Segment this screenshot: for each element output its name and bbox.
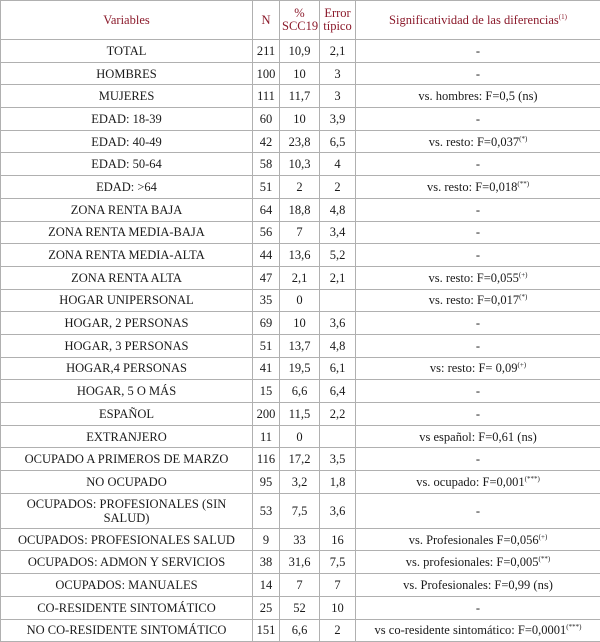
signif-text: vs. profesionales: F=0,005 — [406, 555, 539, 569]
error-cell: 3,9 — [320, 108, 356, 131]
signif-cell — [356, 574, 600, 597]
signif-text: - — [476, 67, 480, 81]
n-cell: 25 — [253, 596, 280, 619]
pct-cell: 10,3 — [280, 153, 320, 176]
n-cell: 14 — [253, 574, 280, 597]
n-cell: 58 — [253, 153, 280, 176]
signif-cell — [356, 221, 600, 244]
error-cell: 3,6 — [320, 493, 356, 528]
table-row — [1, 448, 600, 471]
n-cell: 60 — [253, 108, 280, 131]
table-row — [1, 85, 600, 108]
signif-cell — [356, 425, 600, 448]
table-row — [1, 528, 600, 551]
variable-cell: HOGAR, 2 PERSONAS — [1, 312, 253, 335]
signif-text: - — [476, 384, 480, 398]
table-row — [1, 221, 600, 244]
signif-text: vs. resto: F=0,017 — [429, 293, 519, 307]
error-cell: 3,4 — [320, 221, 356, 244]
variable-cell: HOGAR UNIPERSONAL — [1, 289, 253, 312]
pct-cell: 11,7 — [280, 85, 320, 108]
signif-text: vs. ocupado: F=0,001 — [416, 475, 524, 489]
n-cell: 111 — [253, 85, 280, 108]
table-row — [1, 62, 600, 85]
n-cell: 38 — [253, 551, 280, 574]
pct-cell: 23,8 — [280, 130, 320, 153]
table-row — [1, 108, 600, 131]
variable-cell: OCUPADOS: ADMON Y SERVICIOS — [1, 551, 253, 574]
error-cell: 2,1 — [320, 40, 356, 63]
error-cell: 4,8 — [320, 334, 356, 357]
signif-marker: (*) — [519, 293, 527, 301]
n-cell: 9 — [253, 528, 280, 551]
pct-cell: 10 — [280, 62, 320, 85]
signif-text: - — [476, 316, 480, 330]
pct-cell: 18,8 — [280, 198, 320, 221]
variable-cell: TOTAL — [1, 40, 253, 63]
pct-cell: 17,2 — [280, 448, 320, 471]
signif-text: vs. hombres: F=0,5 (ns) — [418, 89, 537, 103]
variable-cell: CO-RESIDENTE SINTOMÁTICO — [1, 596, 253, 619]
signif-marker: (**) — [539, 555, 551, 563]
error-cell: 16 — [320, 528, 356, 551]
n-cell: 69 — [253, 312, 280, 335]
error-cell — [320, 425, 356, 448]
pct-cell: 6,6 — [280, 619, 320, 642]
error-cell: 6,5 — [320, 130, 356, 153]
table-row — [1, 176, 600, 199]
variable-cell: ZONA RENTA ALTA — [1, 266, 253, 289]
error-cell: 2,1 — [320, 266, 356, 289]
pct-cell: 2 — [280, 176, 320, 199]
signif-cell — [356, 448, 600, 471]
variable-cell: OCUPADO A PRIMEROS DE MARZO — [1, 448, 253, 471]
variable-cell: OCUPADOS: PROFESIONALES SALUD — [1, 528, 253, 551]
error-cell: 6,4 — [320, 380, 356, 403]
n-cell: 53 — [253, 493, 280, 528]
table-row — [1, 380, 600, 403]
pct-cell: 19,5 — [280, 357, 320, 380]
pct-cell: 13,6 — [280, 244, 320, 267]
error-cell: 2 — [320, 619, 356, 642]
variable-cell: NO CO-RESIDENTE SINTOMÁTICO — [1, 619, 253, 642]
header-variables: Variables — [1, 1, 253, 40]
signif-cell — [356, 40, 600, 63]
n-cell: 211 — [253, 40, 280, 63]
signif-cell — [356, 176, 600, 199]
error-cell: 10 — [320, 596, 356, 619]
table-row — [1, 551, 600, 574]
error-cell: 5,2 — [320, 244, 356, 267]
signif-cell — [356, 334, 600, 357]
signif-cell — [356, 244, 600, 267]
variable-cell: EDAD: >64 — [1, 176, 253, 199]
n-cell: 56 — [253, 221, 280, 244]
variable-cell: OCUPADOS: MANUALES — [1, 574, 253, 597]
variable-cell: HOGAR, 5 O MÁS — [1, 380, 253, 403]
pct-cell: 31,6 — [280, 551, 320, 574]
signif-marker: (+) — [518, 361, 527, 369]
error-cell: 4,8 — [320, 198, 356, 221]
signif-cell — [356, 85, 600, 108]
signif-text: - — [476, 452, 480, 466]
error-cell: 7 — [320, 574, 356, 597]
error-cell: 3 — [320, 85, 356, 108]
table-row — [1, 312, 600, 335]
variable-cell: ZONA RENTA MEDIA-ALTA — [1, 244, 253, 267]
table-row — [1, 244, 600, 267]
error-cell: 3,6 — [320, 312, 356, 335]
table-row — [1, 40, 600, 63]
variable-cell: HOGAR, 3 PERSONAS — [1, 334, 253, 357]
pct-cell: 13,7 — [280, 334, 320, 357]
n-cell: 44 — [253, 244, 280, 267]
table-row — [1, 471, 600, 494]
error-cell — [320, 289, 356, 312]
variable-cell: EDAD: 50-64 — [1, 153, 253, 176]
table-row — [1, 334, 600, 357]
pct-cell: 7 — [280, 221, 320, 244]
variable-cell: EDAD: 40-49 — [1, 130, 253, 153]
pct-cell: 6,6 — [280, 380, 320, 403]
signif-text: vs. resto: F=0,018 — [427, 180, 517, 194]
signif-marker: (**) — [517, 180, 529, 188]
table-row — [1, 130, 600, 153]
pct-cell: 11,5 — [280, 403, 320, 426]
variable-cell: EDAD: 18-39 — [1, 108, 253, 131]
pct-cell: 3,2 — [280, 471, 320, 494]
n-cell: 64 — [253, 198, 280, 221]
pct-cell: 2,1 — [280, 266, 320, 289]
variable-cell: OCUPADOS: PROFESIONALES (SIN SALUD) — [1, 493, 253, 528]
signif-text: - — [476, 339, 480, 353]
signif-text: - — [476, 225, 480, 239]
table-row — [1, 493, 600, 528]
signif-text: vs: resto: F= 0,09 — [430, 361, 518, 375]
n-cell: 100 — [253, 62, 280, 85]
n-cell: 51 — [253, 334, 280, 357]
pct-cell: 10 — [280, 108, 320, 131]
table-row — [1, 266, 600, 289]
error-cell: 7,5 — [320, 551, 356, 574]
variable-cell: MUJERES — [1, 85, 253, 108]
pct-cell: 52 — [280, 596, 320, 619]
signif-marker: (***) — [525, 475, 540, 483]
signif-cell — [356, 198, 600, 221]
signif-cell — [356, 130, 600, 153]
signif-text: vs. Profesionales F=0,056 — [409, 533, 539, 547]
table-row — [1, 574, 600, 597]
table-row — [1, 403, 600, 426]
error-cell: 1,8 — [320, 471, 356, 494]
signif-marker: (+) — [539, 533, 548, 541]
n-cell: 51 — [253, 176, 280, 199]
signif-text: - — [476, 157, 480, 171]
signif-text: vs. Profesionales: F=0,99 (ns) — [403, 578, 553, 592]
variable-cell: HOGAR,4 PERSONAS — [1, 357, 253, 380]
signif-text: - — [476, 112, 480, 126]
signif-marker: (+) — [519, 271, 528, 279]
error-cell: 4 — [320, 153, 356, 176]
signif-cell — [356, 528, 600, 551]
variable-cell: HOMBRES — [1, 62, 253, 85]
signif-cell — [356, 108, 600, 131]
signif-cell — [356, 289, 600, 312]
variable-cell: NO OCUPADO — [1, 471, 253, 494]
pct-cell: 10,9 — [280, 40, 320, 63]
error-cell: 6,1 — [320, 357, 356, 380]
variable-cell: ESPAÑOL — [1, 403, 253, 426]
header-n: N — [253, 1, 280, 40]
variable-cell: ZONA RENTA BAJA — [1, 198, 253, 221]
table-row — [1, 357, 600, 380]
signif-cell — [356, 153, 600, 176]
table-row — [1, 619, 600, 642]
table-row — [1, 425, 600, 448]
signif-text: - — [476, 601, 480, 615]
table-row — [1, 153, 600, 176]
error-cell: 3 — [320, 62, 356, 85]
signif-marker: (***) — [566, 623, 581, 631]
pct-cell: 0 — [280, 425, 320, 448]
signif-text: vs co-residente sintomático: F=0,0001 — [375, 623, 567, 637]
signif-cell — [356, 357, 600, 380]
header-error: Error típico — [320, 1, 356, 40]
table-row — [1, 596, 600, 619]
signif-cell — [356, 551, 600, 574]
pct-cell: 10 — [280, 312, 320, 335]
signif-cell — [356, 596, 600, 619]
n-cell: 11 — [253, 425, 280, 448]
signif-text: - — [476, 407, 480, 421]
n-cell: 35 — [253, 289, 280, 312]
header-signif: Significatividad de las diferencias$^{(1)}$ — [356, 1, 600, 40]
signif-cell — [356, 380, 600, 403]
signif-text: - — [476, 203, 480, 217]
signif-cell — [356, 266, 600, 289]
n-cell: 200 — [253, 403, 280, 426]
n-cell: 15 — [253, 380, 280, 403]
error-cell: 2 — [320, 176, 356, 199]
signif-cell — [356, 403, 600, 426]
pct-cell: 0 — [280, 289, 320, 312]
signif-text: - — [476, 504, 480, 518]
n-cell: 151 — [253, 619, 280, 642]
signif-marker: (*) — [519, 135, 527, 143]
variable-cell: ZONA RENTA MEDIA-BAJA — [1, 221, 253, 244]
signif-text: - — [476, 248, 480, 262]
signif-text: vs. resto: F=0,055 — [428, 271, 518, 285]
header-pct: % SCC19 — [280, 1, 320, 40]
signif-cell — [356, 62, 600, 85]
signif-cell — [356, 471, 600, 494]
pct-cell: 33 — [280, 528, 320, 551]
pct-cell: 7 — [280, 574, 320, 597]
signif-text: vs español: F=0,61 (ns) — [419, 430, 536, 444]
error-cell: 3,5 — [320, 448, 356, 471]
n-cell: 42 — [253, 130, 280, 153]
variable-cell: EXTRANJERO — [1, 425, 253, 448]
error-cell: 2,2 — [320, 403, 356, 426]
signif-cell — [356, 619, 600, 642]
header-row — [1, 1, 600, 40]
n-cell: 41 — [253, 357, 280, 380]
table-row — [1, 198, 600, 221]
n-cell: 116 — [253, 448, 280, 471]
signif-cell — [356, 493, 600, 528]
n-cell: 47 — [253, 266, 280, 289]
signif-text: - — [476, 44, 480, 58]
signif-text: vs. resto: F=0,037 — [429, 135, 519, 149]
pct-cell: 7,5 — [280, 493, 320, 528]
table-row — [1, 289, 600, 312]
n-cell: 95 — [253, 471, 280, 494]
signif-cell — [356, 312, 600, 335]
